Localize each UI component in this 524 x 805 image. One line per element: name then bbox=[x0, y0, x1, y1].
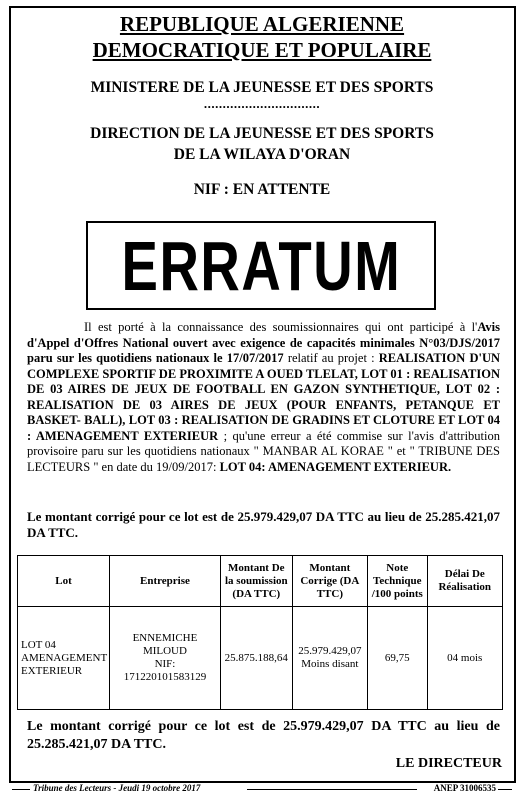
cell-lot: LOT 04 AMENAGEMENT EXTERIEUR bbox=[18, 607, 110, 710]
montant-corrige-value: 25.979.429,07 bbox=[298, 645, 362, 657]
republic-line-2: DEMOCRATIQUE ET POPULAIRE bbox=[92, 38, 432, 62]
cell-delai: 04 mois bbox=[427, 607, 502, 710]
header-delai: Délai De Réalisation bbox=[427, 556, 502, 607]
direction-line-1: DIRECTION DE LA JEUNESSE ET DES SPORTS bbox=[90, 125, 434, 142]
cell-entreprise bbox=[109, 607, 220, 710]
header-montant-corrige: Montant Corrige (DA TTC) bbox=[292, 556, 367, 607]
body-lot: LOT 04: AMENAGEMENT EXTERIEUR. bbox=[219, 459, 452, 474]
entreprise-nif: NIF: 171220101583129 bbox=[123, 658, 207, 683]
body-intro: Il est porté à la connaissance des soumissionnaires qui ont participé à l' bbox=[84, 320, 478, 334]
erratum-box bbox=[86, 221, 436, 310]
page-footer bbox=[0, 783, 524, 799]
footer-anep: ANEP 31006535 bbox=[433, 783, 496, 793]
nif-line: NIF : EN ATTENTE bbox=[193, 181, 331, 198]
notice-body bbox=[27, 320, 500, 475]
montant-corrige-note: Moins disant bbox=[301, 658, 359, 670]
footer-publication: Tribune des Lecteurs - Jeudi 19 octobre 2017 bbox=[33, 783, 201, 793]
body-project: REALISATION D'UN COMPLEXE SPORTIF DE PROXIMITE A OUED TLELAT, LOT 01 : REALISATION DE 03 AIRES DE JEUX DE FOOTBALL EN GAZON SYNTHETIQUE, LOT 02 : REALISATION DE 03 AIRES DE JEUX (POUR ENFANTS, PETANQUE ET BASKET- BALL), LOT 03 : REALISATION DE GRADINS ET CLOTURE ET LOT 04 : AMENAGEMENT EXTERIEUR bbox=[27, 351, 501, 443]
header-note: Note Technique /100 points bbox=[368, 556, 427, 607]
separator-dots: ............................... bbox=[203, 96, 321, 111]
body-error: ; qu'une erreur a été commise sur l'avis d'attribution provisoire paru sur les quotidiens nationaux " MANBAR AL KORAE " et " TRIBUNE DES LECTEURS " en date du 19/09/2017: bbox=[27, 428, 500, 474]
correction-top: Le montant corrigé pour ce lot est de 25.979.429,07 DA TTC au lieu de 25.285.421,07 DA TTC. bbox=[27, 509, 500, 540]
attribution-table bbox=[17, 555, 503, 710]
footer-rule-middle bbox=[247, 789, 417, 790]
signature: LE DIRECTEUR bbox=[395, 756, 502, 771]
direction-line-2: DE LA WILAYA D'ORAN bbox=[173, 146, 351, 163]
cell-montant-soumission: 25.875.188,64 bbox=[220, 607, 292, 710]
header-lot: Lot bbox=[18, 556, 110, 607]
republic-line-1: REPUBLIQUE ALGERIENNE bbox=[119, 12, 405, 36]
ministry-title: MINISTERE DE LA JEUNESSE ET DES SPORTS bbox=[90, 79, 434, 96]
header-entreprise: Entreprise bbox=[109, 556, 220, 607]
entreprise-name: ENNEMICHE MILOUD bbox=[132, 632, 198, 657]
table-header-row bbox=[18, 556, 503, 607]
cell-montant-corrige bbox=[292, 607, 367, 710]
footer-rule-right bbox=[498, 789, 512, 790]
correction-bottom: Le montant corrigé pour ce lot est de 25.979.429,07 DA TTC au lieu de 25.285.421,07 DA TTC. bbox=[27, 719, 500, 752]
table-row bbox=[18, 607, 503, 710]
header-montant-soumission: Montant De la soumission (DA TTC) bbox=[220, 556, 292, 607]
body-avis: Avis d'Appel d'Offres National ouvert avec exigence de capacités minimales N°03/DJS/2017 paru sur les quotidiens nationaux le 17/07/2017 bbox=[27, 320, 500, 365]
footer-rule-left bbox=[12, 789, 30, 790]
erratum-title: ERRATUM bbox=[121, 226, 401, 305]
cell-note: 69,75 bbox=[368, 607, 427, 710]
body-relatif: relatif au projet : bbox=[283, 351, 379, 365]
